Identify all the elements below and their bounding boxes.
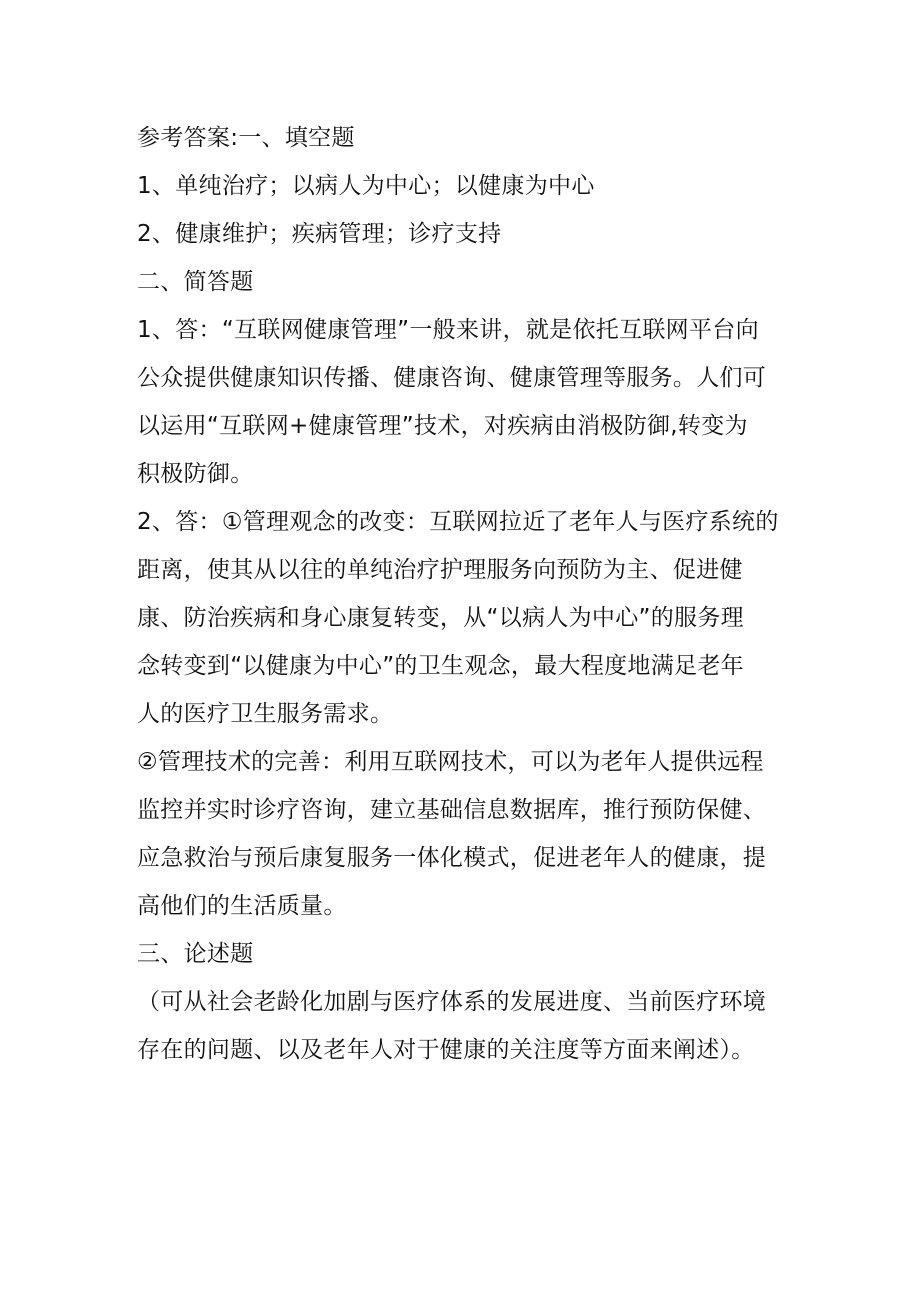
answer-heading: 参考答案:一、填空题 [137, 125, 355, 151]
short-answer-2-line-6: ②管理技术的完善：利用互联网技术，可以为老年人提供远程 [137, 749, 764, 775]
short-answer-1-line-3: 以运用“互联网+健康管理”技术，对疾病由消极防御,转变为 [137, 413, 748, 439]
short-answer-1-line-1: 1、答：“互联网健康管理”一般来讲，就是依托互联网平台向 [137, 317, 759, 343]
short-answer-2-line-1: 2、答：①管理观念的改变：互联网拉近了老年人与医疗系统的 [137, 509, 779, 535]
short-answer-2-line-3: 康、防治疾病和身心康复转变，从“以病人为中心”的服务理 [137, 605, 744, 631]
essay-answer-line-1: （可从社会老龄化加剧与医疗体系的发展进度、当前医疗环境 [137, 989, 767, 1015]
fill-blank-answer-2: 2、健康维护；疾病管理；诊疗支持 [137, 221, 502, 247]
short-answer-2-line-8: 应急救治与预后康复服务一体化模式，促进老年人的健康，提 [137, 845, 767, 871]
fill-blank-answer-1: 1、单纯治疗；以病人为中心；以健康为中心 [137, 173, 595, 199]
essay-heading: 三、论述题 [137, 941, 254, 967]
essay-answer-line-2: 存在的问题、以及老年人对于健康的关注度等方面来阐述）。 [137, 1037, 755, 1063]
short-answer-2-line-7: 监控并实时诊疗咨询，建立基础信息数据库，推行预防保健、 [137, 797, 767, 823]
short-answer-2-line-4: 念转变到“以健康为中心”的卫生观念，最大程度地满足老年 [137, 653, 744, 679]
short-answer-heading: 二、简答题 [137, 269, 254, 295]
short-answer-2-line-5: 人的医疗卫生服务需求。 [137, 701, 394, 727]
short-answer-1-line-2: 公众提供健康知识传播、健康咨询、健康管理等服务。人们可 [137, 365, 767, 391]
short-answer-1-line-4: 积极防御。 [137, 461, 254, 487]
short-answer-2-line-2: 距离，使其从以往的单纯治疗护理服务向预防为主、促进健 [137, 557, 743, 583]
short-answer-2-line-9: 高他们的生活质量。 [137, 893, 347, 919]
answer-text-block [137, 114, 787, 1074]
